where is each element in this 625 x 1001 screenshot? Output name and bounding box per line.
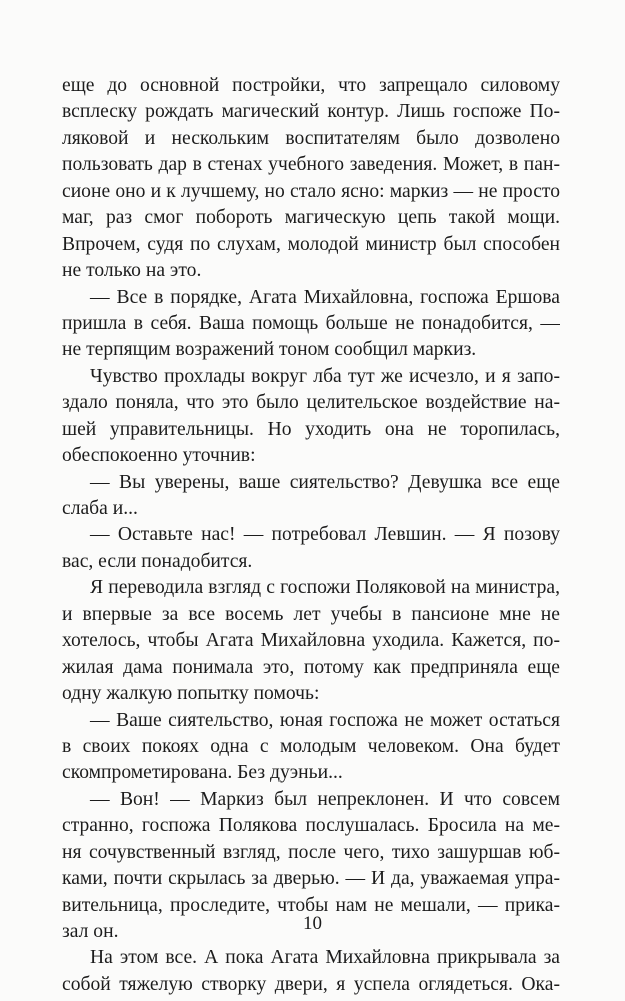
text-line: всплеску рождать магический контур. Лишь госпоже По- bbox=[62, 101, 560, 123]
paragraph bbox=[62, 708, 560, 787]
text-line: — Все в порядке, Агата Михайловна, госпожа Ершова bbox=[90, 286, 560, 308]
text-line: собой тяжелую створку двери, я успела оглядеться. Ока- bbox=[62, 973, 560, 995]
text-line: в своих покоях одна с молодым человеком. Она будет bbox=[62, 735, 560, 757]
paragraph bbox=[62, 73, 560, 285]
text-line: хотелось, чтобы Агата Михайловна уходила. Кажется, по- bbox=[62, 630, 560, 652]
text-line: Впрочем, судя по слухам, молодой министр был способен bbox=[62, 233, 560, 255]
text-line: слаба и... bbox=[62, 498, 138, 519]
text-line: — Ваше сиятельство, юная госпожа не может остаться bbox=[90, 709, 560, 731]
text-line: ня сочувственный взгляд, после чего, тихо зашуршав юб- bbox=[62, 841, 560, 863]
text-line: Я переводила взгляд с госпожи Поляковой на министра, bbox=[90, 577, 560, 599]
text-line: — Вы уверены, ваше сиятельство? Девушка все еще bbox=[90, 471, 560, 493]
body-text bbox=[62, 73, 560, 998]
page-number: 10 bbox=[303, 913, 322, 934]
text-line: еще до основной постройки, что запрещало силовому bbox=[62, 75, 560, 96]
paragraph bbox=[62, 522, 560, 575]
text-line: вас, если понадобится. bbox=[62, 550, 253, 572]
text-line: На этом все. А пока Агата Михайловна прикрывала за bbox=[90, 947, 560, 969]
text-line: одну жалкую попытку помочь: bbox=[62, 683, 320, 705]
paragraph bbox=[62, 945, 560, 998]
text-line: ляковой и нескольким воспитателям было дозволено bbox=[62, 127, 560, 149]
text-line: маг, раз смог побороть магическую цепь такой мощи. bbox=[62, 207, 560, 229]
paragraph bbox=[62, 285, 560, 364]
text-line: скомпрометирована. Без дуэньи... bbox=[62, 762, 343, 784]
text-line: шей управительницы. Но уходить она не торопилась, bbox=[62, 418, 560, 440]
text-line: странно, госпожа Полякова послушалась. Бросила на ме- bbox=[62, 815, 560, 837]
text-line: и впервые за все восемь лет учебы в пансионе мне не bbox=[62, 603, 560, 625]
text-line: — Вон! — Маркиз был непреклонен. И что совсем bbox=[90, 788, 560, 810]
text-line: здало поняла, что это было целительское воздействие на- bbox=[62, 392, 560, 414]
paragraph bbox=[62, 364, 560, 470]
text-line: сионе оно и к лучшему, но стало ясно: маркиз — не просто bbox=[62, 180, 560, 202]
text-line: Чувство прохлады вокруг лба тут же исчезло, и я запо- bbox=[90, 365, 560, 387]
text-line: не только на это. bbox=[62, 260, 202, 282]
text-line: пользовать дар в стенах учебного заведения. Может, в пан- bbox=[62, 154, 560, 176]
text-line: не терпящим возражений тоном сообщил маркиз. bbox=[62, 339, 477, 361]
text-line: — Оставьте нас! — потребовал Левшин. — Я позову bbox=[90, 524, 560, 546]
paragraph bbox=[62, 470, 560, 523]
text-line: пришла в себя. Ваша помощь больше не понадобится, — bbox=[62, 312, 560, 334]
text-line: вительница, проследите, чтобы нам не мешали, — прика- bbox=[62, 894, 560, 916]
text-line: ками, почти скрылась за дверью. — И да, уважаемая упра- bbox=[62, 868, 560, 890]
paragraph bbox=[62, 575, 560, 707]
text-line: зал он. bbox=[62, 921, 119, 942]
text-line: жилая дама понимала это, потому как предприняла еще bbox=[62, 656, 560, 678]
text-line: обеспокоенно уточнив: bbox=[62, 445, 256, 467]
